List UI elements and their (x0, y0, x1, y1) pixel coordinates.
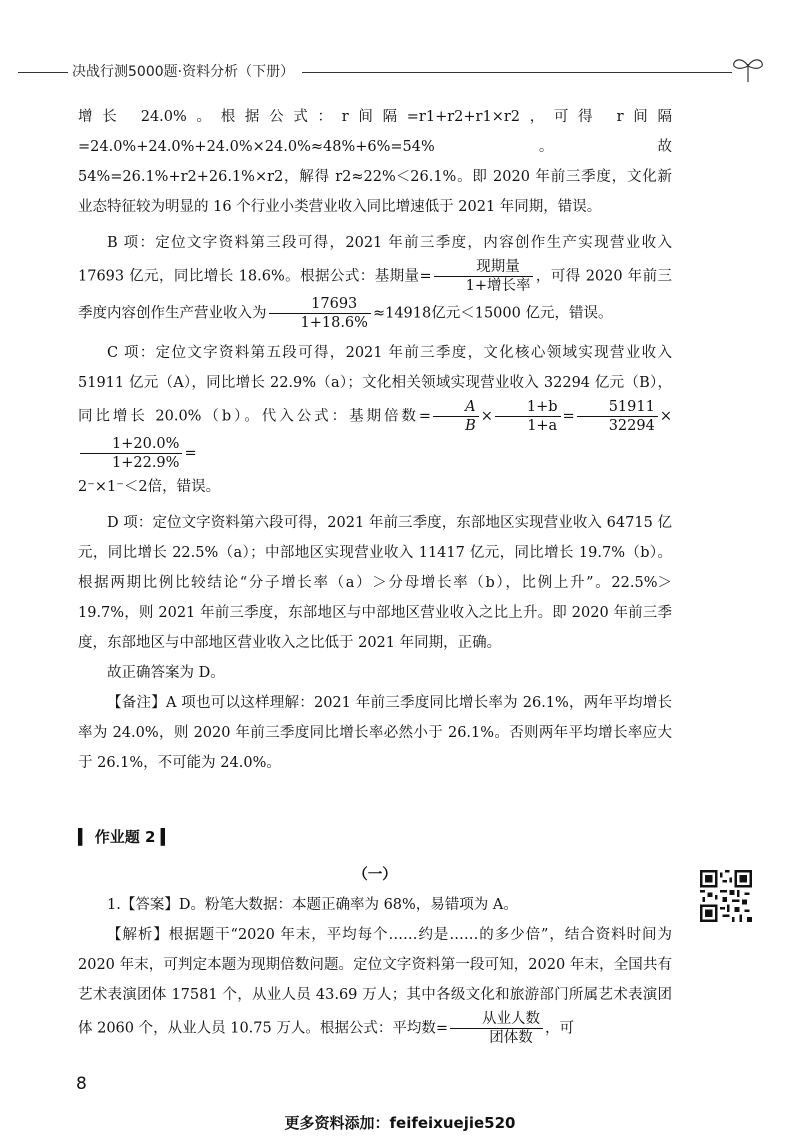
section-title: ▍ 作业题 2 ▍ (78, 828, 173, 846)
leaf-icon (730, 54, 766, 84)
paragraph-d: D 项：定位文字资料第六段可得，2021 年前三季度，东部地区实现营业收入 64715 亿元，同比增长 22.5%（a）；中部地区实现营业收入 11417 亿元，同比增长 19.7%（b）。根据两期比例比较结论“分子增长率（a）＞分母增长率（b），比例上升”。22.5%＞19.7%，则 2021 年前三季度，东部地区与中部地区营业收入之比上升。即 2020 年前三季度，东部地区与中部地区营业收入之比低于 2021 年同期，正确。 (78, 515, 672, 651)
fraction-denominator: B (465, 418, 476, 434)
fraction-numerator: 现期量 (434, 258, 534, 277)
paragraph-a-continued: 增长 24.0%。根据公式：r间隔=r1+r2+r1×r2，可得 r间隔=24.0%+24.0%+24.0%×24.0%≈48%+6%=54%。故 54%=26.1%+r2+26.1%×r2，解得 r2≈22%＜26.1%。即 2020 年前三季度，文化新业态特征较为明显的 16 个行业小类营业收入同比增速低于 2021 年同期，错误。 (78, 109, 672, 215)
q1-analysis-text: 【解析】根据题干“2020 年末，平均每个……约是……的多少倍”，结合资料时间为 2020 年末，可判定本题为现期倍数问题。定位文字资料第一段可知，2020 年末，全国共有艺术表演团体 17581 个，从业人员 43.69 万人；其中各级文化和旅游部门所属艺术表演团体 2060 个，从业人员 10.75 万人。根据公式：平均数= (78, 927, 672, 1037)
fraction-denominator: 1+增长率 (465, 278, 531, 294)
header-rule-right (302, 72, 732, 73)
fraction-numerator: A (433, 398, 479, 417)
fraction-base-formula (434, 258, 534, 295)
paragraph-b-part2: ，可得 2020 年前三季度内容创作生产营业收入为 (78, 268, 672, 322)
fraction-numerator: 1+20.0% (80, 435, 182, 454)
paragraph-b-part3: ≈14918亿元＜15000 亿元，错误。 (372, 305, 613, 322)
paragraph-b (78, 228, 672, 332)
book-title: 决战行测5000题·资料分析（下册） (72, 64, 295, 80)
fraction-percents (80, 435, 182, 472)
footer-note: 更多资料添加：feifeixuejie520 (284, 1114, 516, 1132)
fraction-numerator: 17693 (269, 295, 371, 314)
fraction-a-over-b (433, 398, 479, 435)
equals-symbol: = (184, 445, 197, 462)
q1-analysis-tail: ，可 (545, 1020, 574, 1037)
fraction-values (577, 398, 658, 435)
fraction-denominator: 1+18.6% (300, 315, 368, 331)
note-paragraph: 【备注】A 项也可以这样理解：2021 年前三季度同比增长率为 26.1%，两年平均增长率为 24.0%，则 2020 年前三季度同比增长率必然小于 26.1%。否则两年平均增长率应大于 26.1%，不可能为 24.0%。 (78, 695, 672, 771)
fraction-numerator: 从业人数 (450, 1010, 543, 1029)
fraction-denominator: 1+a (527, 418, 558, 434)
fraction-growth-ratio (495, 398, 561, 435)
paragraph-c-part1: C 项：定位文字资料第五段可得，2021 年前三季度，文化核心领域实现营业收入 51911 亿元（A），同比增长 22.9%（a）；文化相关领域实现营业收入 32294 亿元（B），同比增长 20.0%（b）。代入公式：基期倍数= (78, 345, 672, 425)
fraction-numerator: 51911 (577, 398, 658, 417)
paragraph-c-part2: 2⁻×1⁻＜2倍，错误。 (78, 479, 221, 495)
header-rule-left (18, 72, 68, 73)
fraction-denominator: 32294 (608, 418, 655, 434)
q1-answer: 1.【答案】D。粉笔大数据：本题正确率为 68%，易错项为 A。 (107, 897, 518, 913)
paragraph-b-part1: B 项：定位文字资料第三段可得，2021 年前三季度，内容创作生产实现营业收入 17693 亿元，同比增长 18.6%。根据公式：基期量= (78, 235, 672, 285)
qr-code-icon[interactable] (700, 870, 752, 922)
paragraph-c (78, 338, 672, 502)
fraction-numerator: 1+b (495, 398, 561, 417)
q1-analysis (78, 920, 672, 1047)
answer-statement: 故正确答案为 D。 (107, 665, 225, 681)
times-symbol: × (659, 408, 672, 425)
times-symbol: × (480, 408, 493, 425)
page-number: 8 (76, 1074, 87, 1094)
page-body (78, 102, 672, 1047)
fraction-denominator: 1+22.9% (112, 455, 180, 471)
subsection-head: （一） (353, 866, 397, 883)
equals-symbol: = (562, 408, 575, 425)
fraction-calc (269, 295, 371, 332)
fraction-denominator: 团体数 (489, 1030, 533, 1046)
running-header (0, 52, 800, 92)
fraction-average (450, 1010, 543, 1047)
